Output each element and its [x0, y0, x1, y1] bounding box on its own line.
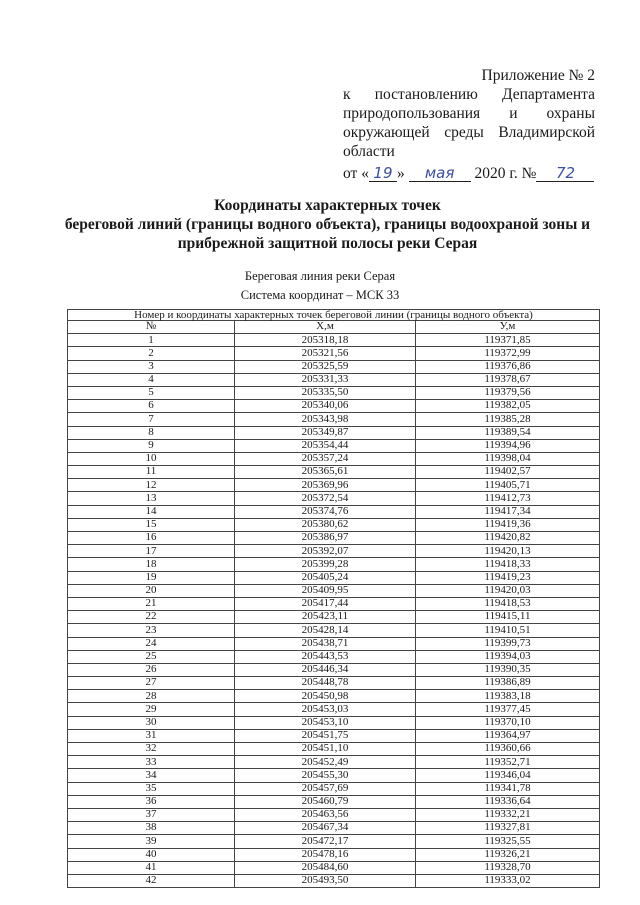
- cell-number: 2: [68, 347, 235, 360]
- table-row: [68, 756, 600, 769]
- cell-number: 16: [68, 532, 235, 545]
- cell-x: 205452,49: [235, 756, 416, 769]
- table-row: [68, 637, 600, 650]
- cell-number: 38: [68, 822, 235, 835]
- cell-y: 119420,03: [416, 584, 600, 597]
- cell-x: 205321,56: [235, 347, 416, 360]
- table-row: [68, 360, 600, 373]
- document-title: Координаты характерных точек береговой линий (границы водного объекта), границы водоохраной зоны и прибрежной защитной полосы реки Серая: [64, 197, 591, 252]
- table-row: [68, 729, 600, 742]
- cell-number: 24: [68, 637, 235, 650]
- cell-x: 205467,34: [235, 822, 416, 835]
- coordinates-table: [67, 309, 600, 888]
- cell-y: 119389,54: [416, 426, 600, 439]
- cell-number: 37: [68, 808, 235, 821]
- table-row: [68, 822, 600, 835]
- cell-number: 12: [68, 479, 235, 492]
- cell-number: 18: [68, 558, 235, 571]
- cell-x: 205331,33: [235, 373, 416, 386]
- cell-x: 205369,96: [235, 479, 416, 492]
- appendix-number: Приложение № 2: [481, 67, 595, 84]
- cell-number: 29: [68, 703, 235, 716]
- cell-number: 11: [68, 466, 235, 479]
- table-header-row: [68, 321, 600, 334]
- table-row: [68, 545, 600, 558]
- cell-x: 205386,97: [235, 532, 416, 545]
- handwritten-day: 19: [369, 165, 397, 182]
- table-row: [68, 597, 600, 610]
- appendix-line-4: окружающей среды Владимирской: [343, 124, 595, 141]
- cell-x: 205325,59: [235, 360, 416, 373]
- cell-x: 205451,10: [235, 743, 416, 756]
- table-row: [68, 479, 600, 492]
- cell-x: 205380,62: [235, 518, 416, 531]
- cell-number: 7: [68, 413, 235, 426]
- appendix-header: [343, 66, 595, 183]
- subtitle-shoreline: Береговая линия реки Серая: [244, 269, 396, 283]
- cell-y: 119377,45: [416, 703, 600, 716]
- cell-number: 4: [68, 373, 235, 386]
- cell-x: 205448,78: [235, 677, 416, 690]
- cell-y: 119386,89: [416, 677, 600, 690]
- table-row: [68, 769, 600, 782]
- cell-y: 119379,56: [416, 386, 600, 399]
- table-row: [68, 848, 600, 861]
- table-row: [68, 571, 600, 584]
- cell-number: 23: [68, 624, 235, 637]
- cell-number: 6: [68, 400, 235, 413]
- cell-number: 5: [68, 386, 235, 399]
- table-row: [68, 413, 600, 426]
- table-row: [68, 611, 600, 624]
- table-row: [68, 505, 600, 518]
- cell-number: 40: [68, 848, 235, 861]
- cell-number: 34: [68, 769, 235, 782]
- cell-y: 119383,18: [416, 690, 600, 703]
- cell-y: 119378,67: [416, 373, 600, 386]
- cell-x: 205354,44: [235, 439, 416, 452]
- cell-x: 205372,54: [235, 492, 416, 505]
- cell-y: 119325,55: [416, 835, 600, 848]
- cell-y: 119326,21: [416, 848, 600, 861]
- cell-number: 22: [68, 611, 235, 624]
- cell-x: 205451,75: [235, 729, 416, 742]
- cell-number: 28: [68, 690, 235, 703]
- cell-y: 119360,66: [416, 743, 600, 756]
- cell-x: 205318,18: [235, 334, 416, 347]
- cell-y: 119419,23: [416, 571, 600, 584]
- table-row: [68, 624, 600, 637]
- cell-number: 35: [68, 782, 235, 795]
- cell-number: 31: [68, 729, 235, 742]
- cell-y: 119394,96: [416, 439, 600, 452]
- appendix-line-3: природопользования и охраны: [343, 105, 595, 122]
- cell-number: 39: [68, 835, 235, 848]
- table-row: [68, 782, 600, 795]
- cell-x: 205365,61: [235, 466, 416, 479]
- cell-y: 119390,35: [416, 663, 600, 676]
- table-row: [68, 584, 600, 597]
- table-row: [68, 347, 600, 360]
- cell-number: 13: [68, 492, 235, 505]
- cell-x: 205335,50: [235, 386, 416, 399]
- cell-number: 25: [68, 650, 235, 663]
- table-row: [68, 874, 600, 887]
- header-number: №: [68, 321, 235, 334]
- cell-y: 119341,78: [416, 782, 600, 795]
- cell-number: 1: [68, 334, 235, 347]
- cell-y: 119328,70: [416, 861, 600, 874]
- cell-number: 32: [68, 743, 235, 756]
- table-row: [68, 690, 600, 703]
- table-row: [68, 439, 600, 452]
- cell-y: 119382,05: [416, 400, 600, 413]
- table-row: [68, 716, 600, 729]
- cell-y: 119398,04: [416, 452, 600, 465]
- table-row: [68, 532, 600, 545]
- cell-y: 119418,33: [416, 558, 600, 571]
- table-row: [68, 663, 600, 676]
- cell-number: 9: [68, 439, 235, 452]
- cell-x: 205399,28: [235, 558, 416, 571]
- cell-number: 8: [68, 426, 235, 439]
- cell-x: 205392,07: [235, 545, 416, 558]
- cell-y: 119372,99: [416, 347, 600, 360]
- table-row: [68, 400, 600, 413]
- table-row: [68, 861, 600, 874]
- table-caption: Номер и координаты характерных точек береговой линии (границы водного объекта): [68, 310, 600, 321]
- cell-number: 14: [68, 505, 235, 518]
- cell-x: 205438,71: [235, 637, 416, 650]
- cell-y: 119417,34: [416, 505, 600, 518]
- table-row: [68, 835, 600, 848]
- cell-y: 119412,73: [416, 492, 600, 505]
- cell-number: 10: [68, 452, 235, 465]
- cell-y: 119405,71: [416, 479, 600, 492]
- cell-x: 205493,50: [235, 874, 416, 887]
- cell-x: 205423,11: [235, 611, 416, 624]
- cell-x: 205374,76: [235, 505, 416, 518]
- cell-y: 119364,97: [416, 729, 600, 742]
- table-row: [68, 703, 600, 716]
- cell-number: 20: [68, 584, 235, 597]
- table-row: [68, 650, 600, 663]
- cell-y: 119394,03: [416, 650, 600, 663]
- cell-number: 15: [68, 518, 235, 531]
- cell-number: 19: [68, 571, 235, 584]
- cell-x: 205349,87: [235, 426, 416, 439]
- cell-x: 205472,17: [235, 835, 416, 848]
- cell-x: 205455,30: [235, 769, 416, 782]
- cell-y: 119419,36: [416, 518, 600, 531]
- cell-x: 205443,53: [235, 650, 416, 663]
- cell-x: 205343,98: [235, 413, 416, 426]
- cell-number: 21: [68, 597, 235, 610]
- cell-number: 3: [68, 360, 235, 373]
- table-row: [68, 795, 600, 808]
- table-row: [68, 677, 600, 690]
- cell-number: 41: [68, 861, 235, 874]
- table-row: [68, 426, 600, 439]
- cell-y: 119336,64: [416, 795, 600, 808]
- cell-y: 119402,57: [416, 466, 600, 479]
- table-row: [68, 386, 600, 399]
- cell-y: 119420,82: [416, 532, 600, 545]
- cell-y: 119420,13: [416, 545, 600, 558]
- appendix-date-line: от « 19 » мая 2020 г. № 72: [343, 164, 595, 183]
- header-x: Х,м: [235, 321, 416, 334]
- cell-x: 205484,60: [235, 861, 416, 874]
- cell-y: 119327,81: [416, 822, 600, 835]
- cell-y: 119370,10: [416, 716, 600, 729]
- cell-y: 119410,51: [416, 624, 600, 637]
- cell-x: 205405,24: [235, 571, 416, 584]
- cell-x: 205463,56: [235, 808, 416, 821]
- cell-number: 33: [68, 756, 235, 769]
- cell-y: 119418,53: [416, 597, 600, 610]
- table-row: [68, 808, 600, 821]
- cell-y: 119399,73: [416, 637, 600, 650]
- cell-x: 205428,14: [235, 624, 416, 637]
- table-row: [68, 492, 600, 505]
- table-row: [68, 466, 600, 479]
- cell-x: 205409,95: [235, 584, 416, 597]
- cell-y: 119332,21: [416, 808, 600, 821]
- cell-y: 119333,02: [416, 874, 600, 887]
- cell-x: 205478,16: [235, 848, 416, 861]
- appendix-line-2: к постановлению Департамента: [343, 86, 595, 103]
- cell-x: 205340,06: [235, 400, 416, 413]
- table-row: [68, 743, 600, 756]
- cell-y: 119346,04: [416, 769, 600, 782]
- cell-x: 205457,69: [235, 782, 416, 795]
- table-row: [68, 452, 600, 465]
- cell-number: 27: [68, 677, 235, 690]
- table-row: [68, 518, 600, 531]
- table-row: [68, 334, 600, 347]
- cell-x: 205453,10: [235, 716, 416, 729]
- cell-number: 30: [68, 716, 235, 729]
- cell-x: 205450,98: [235, 690, 416, 703]
- cell-y: 119352,71: [416, 756, 600, 769]
- table-row: [68, 558, 600, 571]
- cell-y: 119385,28: [416, 413, 600, 426]
- header-y: У,м: [416, 321, 600, 334]
- cell-y: 119371,85: [416, 334, 600, 347]
- cell-number: 36: [68, 795, 235, 808]
- cell-x: 205453,03: [235, 703, 416, 716]
- handwritten-month: мая: [409, 165, 471, 182]
- cell-y: 119415,11: [416, 611, 600, 624]
- cell-y: 119376,86: [416, 360, 600, 373]
- cell-number: 26: [68, 663, 235, 676]
- cell-x: 205446,34: [235, 663, 416, 676]
- cell-x: 205417,44: [235, 597, 416, 610]
- cell-x: 205357,24: [235, 452, 416, 465]
- cell-number: 42: [68, 874, 235, 887]
- subtitle-coordinate-system: Система координат – МСК 33: [240, 288, 400, 302]
- appendix-line-5: области: [343, 143, 395, 160]
- table-caption-row: [68, 310, 600, 321]
- table-row: [68, 373, 600, 386]
- handwritten-number: 72: [536, 165, 594, 182]
- cell-x: 205460,79: [235, 795, 416, 808]
- cell-number: 17: [68, 545, 235, 558]
